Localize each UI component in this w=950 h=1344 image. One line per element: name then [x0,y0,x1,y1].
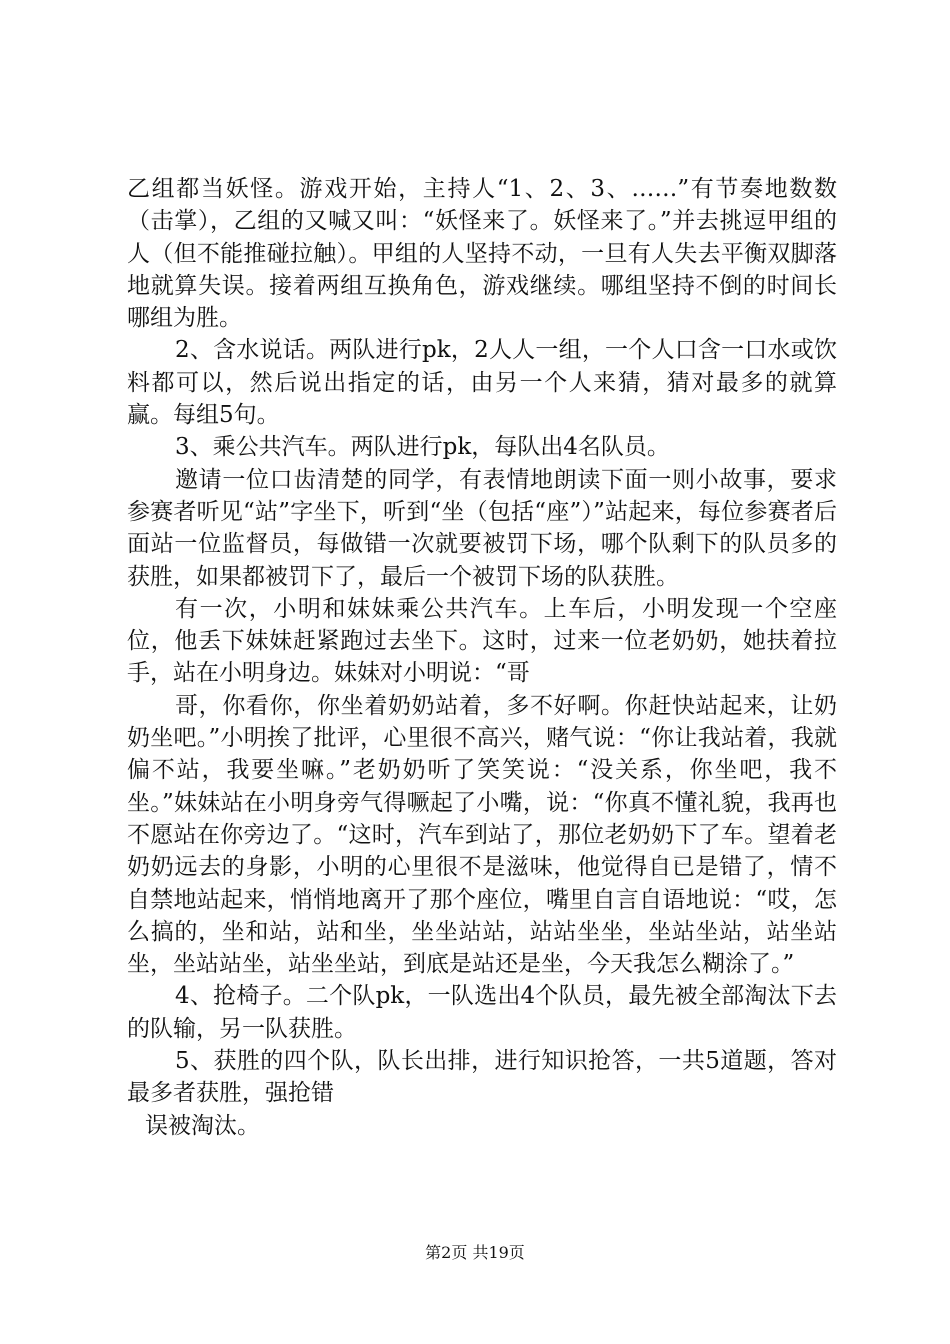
paragraph-chair-game: 4、抢椅子。二个队pk，一队选出4个队员，最先被全部淘汰下去的队输，另一队获胜。 [127,983,837,1042]
paragraph-water-talk: 2、含水说话。两队进行pk，2人人一组，一个人口含一口水或饮料都可以，然后说出指定的话，由另一个人来猜，猜对最多的就算赢。每组5句。 [127,337,837,429]
page-footer: 第2页 共19页 [425,1243,525,1262]
paragraph-quiz-end: 误被淘汰。 [145,1112,260,1139]
paragraph-story-start: 有一次，小明和妹妹乘公共汽车。上车后，小明发现一个空座位，他丢下妹妹赶紧跑过去坐下。这时，过来一位老奶奶，她扶着拉手，站在小明身边。妹妹对小明说：“哥 [127,595,837,687]
paragraph-bus-game: 3、乘公共汽车。两队进行pk，每队出4名队员。 [175,434,670,461]
document-body [127,173,837,1142]
paragraph-quiz-game: 5、获胜的四个队，队长出排，进行知识抢答，一共5道题，答对最多者获胜，强抢错 [127,1048,837,1107]
paragraph-story-continued: 哥，你看你，你坐着奶奶站着，多不好啊。你赶快站起来，让奶奶坐吧。”小明挨了批评，心里很不高兴，赌气说：“你让我站着，我就偏不站，我要坐嘛。”老奶奶听了笑笑说：“没关系，你坐吧，我不坐。”妹妹站在小明身旁气得噘起了小嘴，说：“你真不懂礼貌，我再也不愿站在你旁边了。“这时，汽车到站了，那位老奶奶下了车。望着老奶奶远去的身影，小明的心里很不是滋味，他觉得自已是错了，情不自禁地站起来，悄悄地离开了那个座位，嘴里自言自语地说：“哎，怎么搞的，坐和站，站和坐，坐坐站站，站站坐坐，坐站坐站，站坐站坐，坐站站坐，站坐坐站，到底是站还是坐，今天我怎么糊涂了。” [127,692,837,978]
paragraph-bus-rules: 邀请一位口齿清楚的同学，有表情地朗读下面一则小故事，要求参赛者听见“站”字坐下，听到“坐（包括“座”）”站起来，每位参赛者后面站一位监督员，每做错一次就要被罚下场，哪个队剩下的队员多的获胜，如果都被罚下了，最后一个被罚下场的队获胜。 [127,466,837,590]
paragraph-game-continuation: 乙组都当妖怪。游戏开始，主持人“1、2、3、……”有节奏地数数（击掌），乙组的又喊又叫：“妖怪来了。妖怪来了。”并去挑逗甲组的人（但不能推碰拉触）。甲组的人坚持不动，一旦有人失去平衡双脚落地就算失误。接着两组互换角色，游戏继续。哪组坚持不倒的时间长哪组为胜。 [127,176,837,332]
